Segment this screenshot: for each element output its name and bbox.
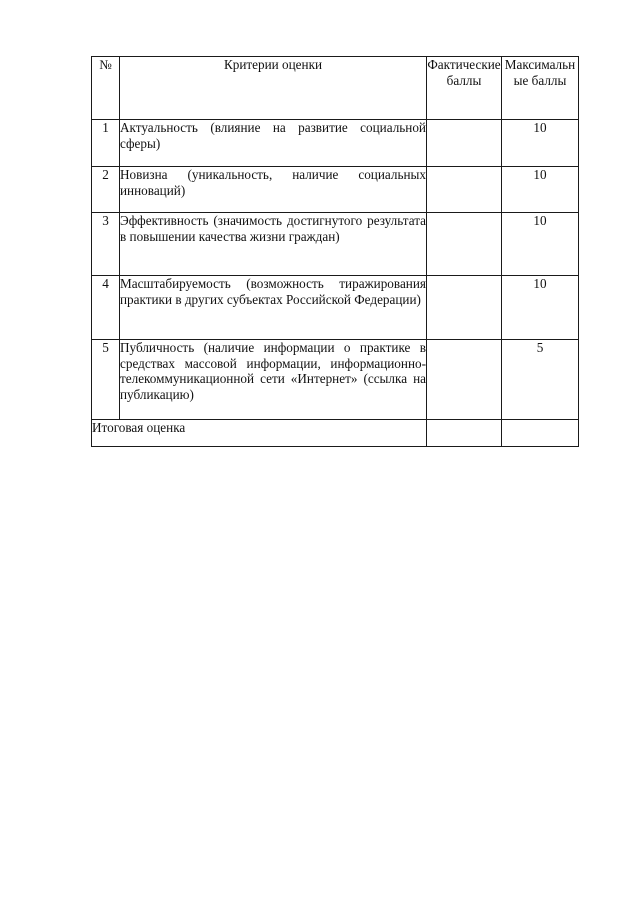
header-criteria: Критерии оценки — [120, 57, 427, 120]
row-max-points: 5 — [502, 340, 579, 420]
row-criterion: Новизна (уникальность, наличие социальных инноваций) — [120, 167, 427, 213]
total-max-points — [502, 420, 579, 447]
row-actual-points — [427, 167, 502, 213]
row-number: 1 — [92, 120, 120, 167]
row-actual-points — [427, 276, 502, 340]
row-number: 2 — [92, 167, 120, 213]
row-max-points: 10 — [502, 120, 579, 167]
row-max-points: 10 — [502, 213, 579, 276]
table-header-row — [92, 57, 579, 120]
table-row — [92, 120, 579, 167]
row-number: 4 — [92, 276, 120, 340]
row-actual-points — [427, 213, 502, 276]
row-number: 5 — [92, 340, 120, 420]
table-row — [92, 167, 579, 213]
total-label: Итоговая оценка — [92, 420, 427, 447]
header-max-points: Максимальные баллы — [502, 57, 579, 120]
header-number: № — [92, 57, 120, 120]
table-row — [92, 213, 579, 276]
row-criterion: Эффективность (значимость достигнутого результата в повышении качества жизни граждан) — [120, 213, 427, 276]
table-row — [92, 340, 579, 420]
row-actual-points — [427, 340, 502, 420]
total-actual-points — [427, 420, 502, 447]
row-number: 3 — [92, 213, 120, 276]
row-max-points: 10 — [502, 167, 579, 213]
row-max-points: 10 — [502, 276, 579, 340]
header-actual-points: Фактические баллы — [427, 57, 502, 120]
total-row — [92, 420, 579, 447]
row-criterion: Актуальность (влияние на развитие социальной сферы) — [120, 120, 427, 167]
table-row — [92, 276, 579, 340]
row-criterion: Публичность (наличие информации о практике в средствах массовой информации, информационно-телекоммуникационной сети «Интернет» (ссылка на публикацию) — [120, 340, 427, 420]
row-criterion: Масштабируемость (возможность тиражирования практики в других субъектах Российской Федерации) — [120, 276, 427, 340]
evaluation-criteria-table — [91, 56, 579, 447]
row-actual-points — [427, 120, 502, 167]
